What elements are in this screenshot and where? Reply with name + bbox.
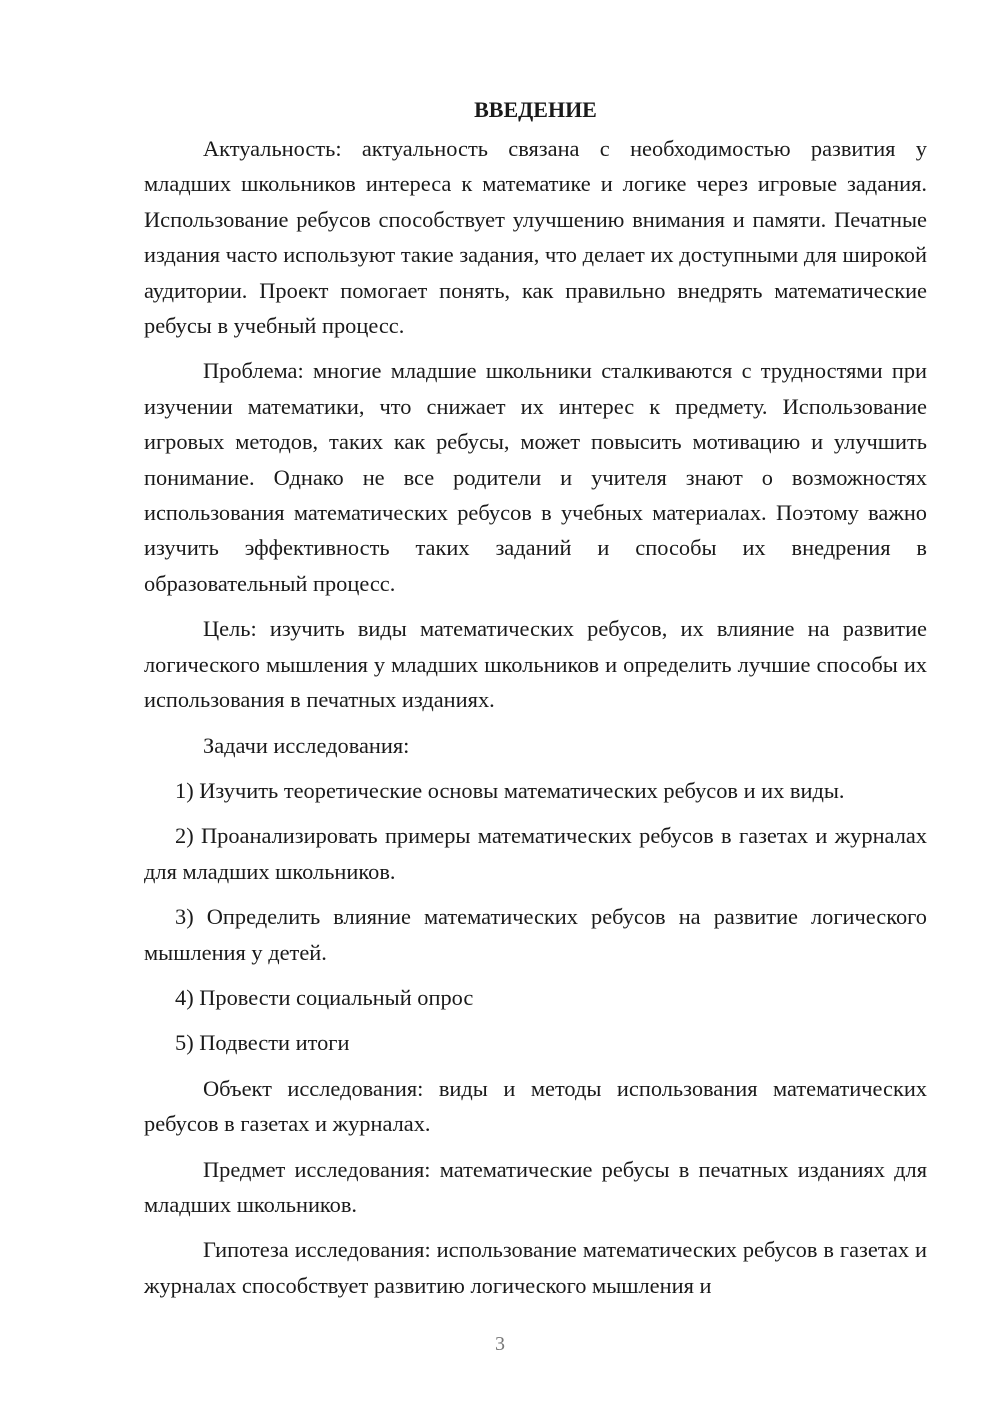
task-item: 1) Изучить теоретические основы математических ребусов и их виды.	[175, 777, 845, 803]
object-paragraph: Объект исследования: виды и методы использования математических ребусов в газетах и журналах.	[144, 1075, 927, 1137]
hypothesis-paragraph: Гипотеза исследования: использование математических ребусов в газетах и журналах способствует развитию логического мышления и	[144, 1237, 927, 1298]
document-body	[144, 95, 927, 1303]
section-heading: ВВЕДЕНИЕ	[474, 97, 597, 122]
goal-paragraph: Цель: изучить виды математических ребусов, их влияние на развитие логического мышления у младших школьников и определить лучшие способы их использования в печатных изданиях.	[144, 616, 927, 713]
problem-paragraph: Проблема: многие младшие школьники сталкиваются с трудностями при изучении математики, что снижает их интерес к предмету. Использование игровых методов, таких как ребусы, может повысить мотивацию и улучшить понимание. Однако не все родители и учителя знают о возможностях использования математических ребусов в учебных материалах. Поэтому важно изучить эффективность таких заданий и способы их внедрения в образовательный процесс.	[144, 358, 927, 596]
task-item: 5) Подвести итоги	[175, 1030, 350, 1056]
relevance-paragraph: Актуальность: актуальность связана с необходимостью развития у младших школьников интереса к математике и логике через игровые задания. Использование ребусов способствует улучшению внимания и памяти. Печатные издания часто используют такие задания, что делает их доступными для широкой аудитории. Проект помогает понять, как правильно внедрять математические ребусы в учебный процесс.	[144, 136, 927, 339]
subject-paragraph: Предмет исследования: математические ребусы в печатных изданиях для младших школьников.	[144, 1156, 927, 1217]
page-number: 3	[495, 1333, 505, 1355]
tasks-title: Задачи исследования:	[203, 732, 410, 758]
task-item: 3) Определить влияние математических ребусов на развитие логического мышления у детей.	[144, 904, 927, 965]
task-item: 2) Проанализировать примеры математических ребусов в газетах и журналах для младших школьников.	[144, 823, 927, 884]
task-item: 4) Провести социальный опрос	[175, 984, 474, 1010]
